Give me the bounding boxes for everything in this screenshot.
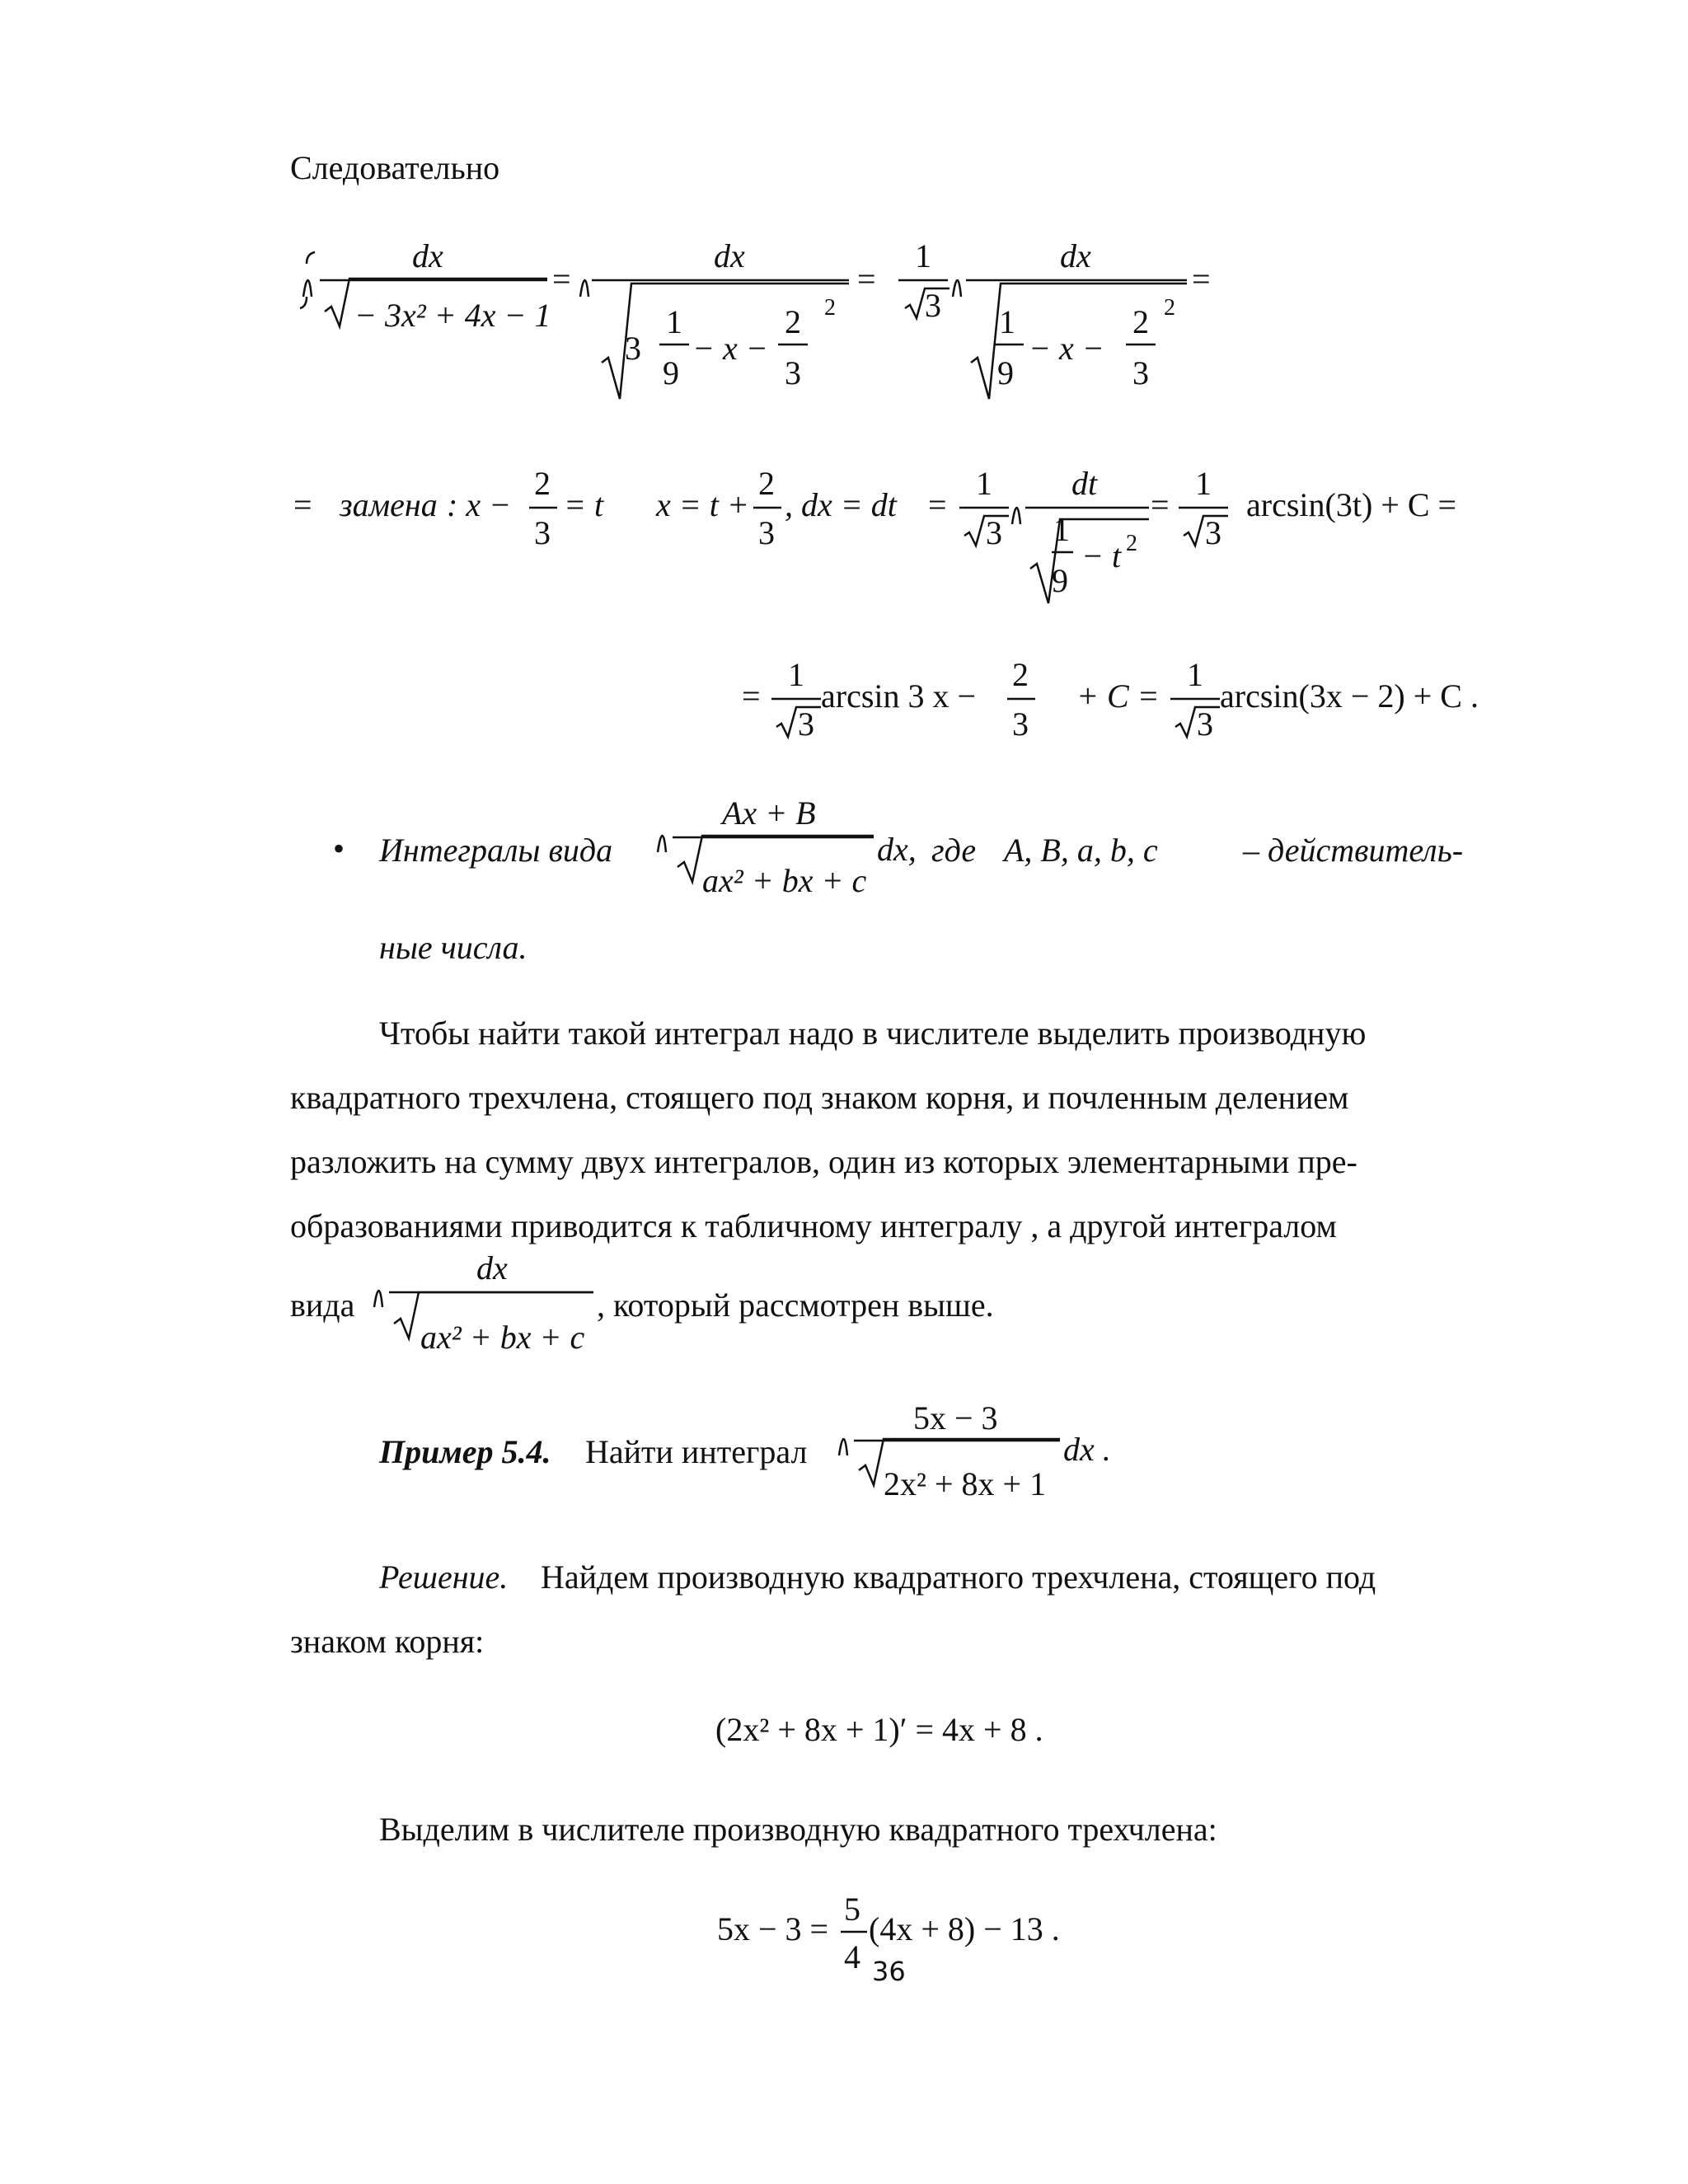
r2-eq-start: = [293, 486, 312, 523]
r3-sqrt3-b: 3 [1197, 705, 1213, 743]
r3-three: 3 [1012, 705, 1029, 743]
r2-nine: 9 [1052, 562, 1068, 599]
r1-den: − 3x² + 4x − 1 [354, 297, 551, 334]
r1-sq-c: 2 [1164, 295, 1175, 321]
example-text: Найти интеграл [585, 1433, 808, 1470]
r2-eq-t: = t [564, 486, 604, 523]
r2-sqrt3-c: 3 [1205, 514, 1221, 551]
r1-three-c: 3 [1132, 354, 1149, 391]
r3-plus-c: + C = [1076, 677, 1160, 715]
example-label: Пример 5.4. [379, 1433, 551, 1470]
split-num: 5 [844, 1891, 860, 1928]
paragraph-line-2: квадратного трехчлена, стоящего под знаком корня, и почленным делением [290, 1079, 1349, 1116]
example-dx: dx . [1063, 1431, 1111, 1468]
r2-eq-1: = [928, 486, 947, 523]
r3-eq: = [742, 677, 761, 715]
r2-two-a: 2 [534, 465, 551, 502]
split-rhs: (4x + 8) − 13 . [869, 1910, 1060, 1947]
example-den: 2x² + 8x + 1 [884, 1465, 1047, 1502]
solution-label: Решение. [379, 1558, 509, 1596]
bullet-den: ax² + bx + c [702, 862, 867, 899]
r1-nine-a: 9 [663, 354, 679, 391]
r2-dt: dt [1071, 465, 1098, 502]
paragraph-line-1: Чтобы найти такой интеграл надо в числителе выделить производную [379, 1015, 1367, 1052]
r2-arcsin: arcsin(3t) + C = [1246, 486, 1457, 523]
paragraph-vida-tail: , который рассмотрен выше. [597, 1286, 994, 1324]
paragraph-vida-word: вида [290, 1286, 355, 1324]
r1-one-b: 1 [915, 237, 931, 274]
vida-den: ax² + bx + c [420, 1319, 585, 1356]
derivative-formula: (2x² + 8x + 1)′ = 4x + 8 . [715, 1711, 1043, 1748]
paragraph-line-4: образованиями приводится к табличному интегралу , а другой интегралом [290, 1207, 1337, 1244]
r3-sqrt3-a: 3 [798, 705, 814, 743]
r1-nine-c: 9 [997, 354, 1014, 391]
solution-text: Найдем производную квадратного трехчлена, стоящего под [541, 1558, 1376, 1596]
paragraph-line-3: разложить на сумму двух интегралов, один из которых элементарными пре- [290, 1143, 1357, 1180]
solution-text-2: знаком корня: [290, 1623, 485, 1660]
r1-minus-x-a: − x − [692, 330, 768, 367]
bullet-text-vars: A, B, a, b, c [1004, 832, 1158, 869]
vida-num: dx [476, 1249, 508, 1286]
r2-zamena: замена [340, 486, 438, 523]
r1-num-dx-3: dx [1060, 237, 1091, 274]
r3-arcsin-2: arcsin(3x − 2) + C . [1220, 677, 1479, 715]
split-den: 4 [844, 1938, 860, 1975]
r1-two-a: 2 [785, 303, 801, 340]
r2-two-b: 2 [758, 465, 775, 502]
r1-three: 3 [625, 330, 641, 367]
highlight-text: Выделим в числителе производную квадратного трехчлена: [379, 1811, 1217, 1848]
r1-one-a: 1 [666, 303, 682, 340]
r2-dx-eq-dt: , dx = dt [785, 486, 897, 523]
r2-sq: 2 [1126, 531, 1137, 556]
r2-x-eq-t: x = t + [656, 486, 749, 523]
bullet-num: Ax + B [722, 794, 816, 832]
bullet-marker: • [333, 830, 345, 867]
r2-eq-2: = [1151, 486, 1170, 523]
heading-sledovatelno: Следовательно [290, 149, 500, 186]
r1-minus-x-c: − x − [1029, 330, 1104, 367]
bullet-text-gde: где [931, 832, 977, 869]
bullet-text-intro: Интегралы вида [379, 832, 613, 869]
bullet-dx: dx, [877, 831, 917, 868]
bullet-text-real: – действитель- [1243, 832, 1464, 869]
r3-one-b: 1 [1187, 656, 1203, 693]
r2-minus-t2: − t [1081, 537, 1122, 574]
r3-arcsin-1: arcsin 3 x − [821, 677, 977, 715]
r1-one-c: 1 [999, 303, 1015, 340]
r1-sqrt3-b: 3 [925, 287, 941, 324]
r2-sqrt3-a: 3 [986, 514, 1002, 551]
r2-one-a: 1 [976, 465, 992, 502]
r2-three-a: 3 [534, 514, 551, 551]
split-lhs: 5x − 3 = [717, 1910, 829, 1947]
r2-three-b: 3 [758, 514, 775, 551]
example-num: 5x − 3 [913, 1399, 998, 1436]
r1-eq-2: = [857, 260, 876, 298]
r1-two-c: 2 [1132, 303, 1149, 340]
r2-colon-x: : x − [447, 486, 512, 523]
r1-eq-1: = [552, 260, 571, 298]
r3-one-a: 1 [788, 656, 804, 693]
r1-num-dx-2: dx [714, 237, 745, 274]
r2-one-c: 1 [1195, 465, 1212, 502]
r1-eq-3: = [1192, 260, 1211, 298]
bullet-text-numbers: ные числа. [379, 929, 528, 966]
r1-num-dx: dx [412, 237, 443, 274]
r2-one-b: 1 [1053, 511, 1070, 548]
page-number: 36 [872, 1956, 906, 1987]
r3-two: 2 [1012, 656, 1029, 693]
r1-sq-a: 2 [824, 295, 836, 321]
r1-three-a: 3 [785, 354, 801, 391]
integral-sign [303, 280, 312, 297]
